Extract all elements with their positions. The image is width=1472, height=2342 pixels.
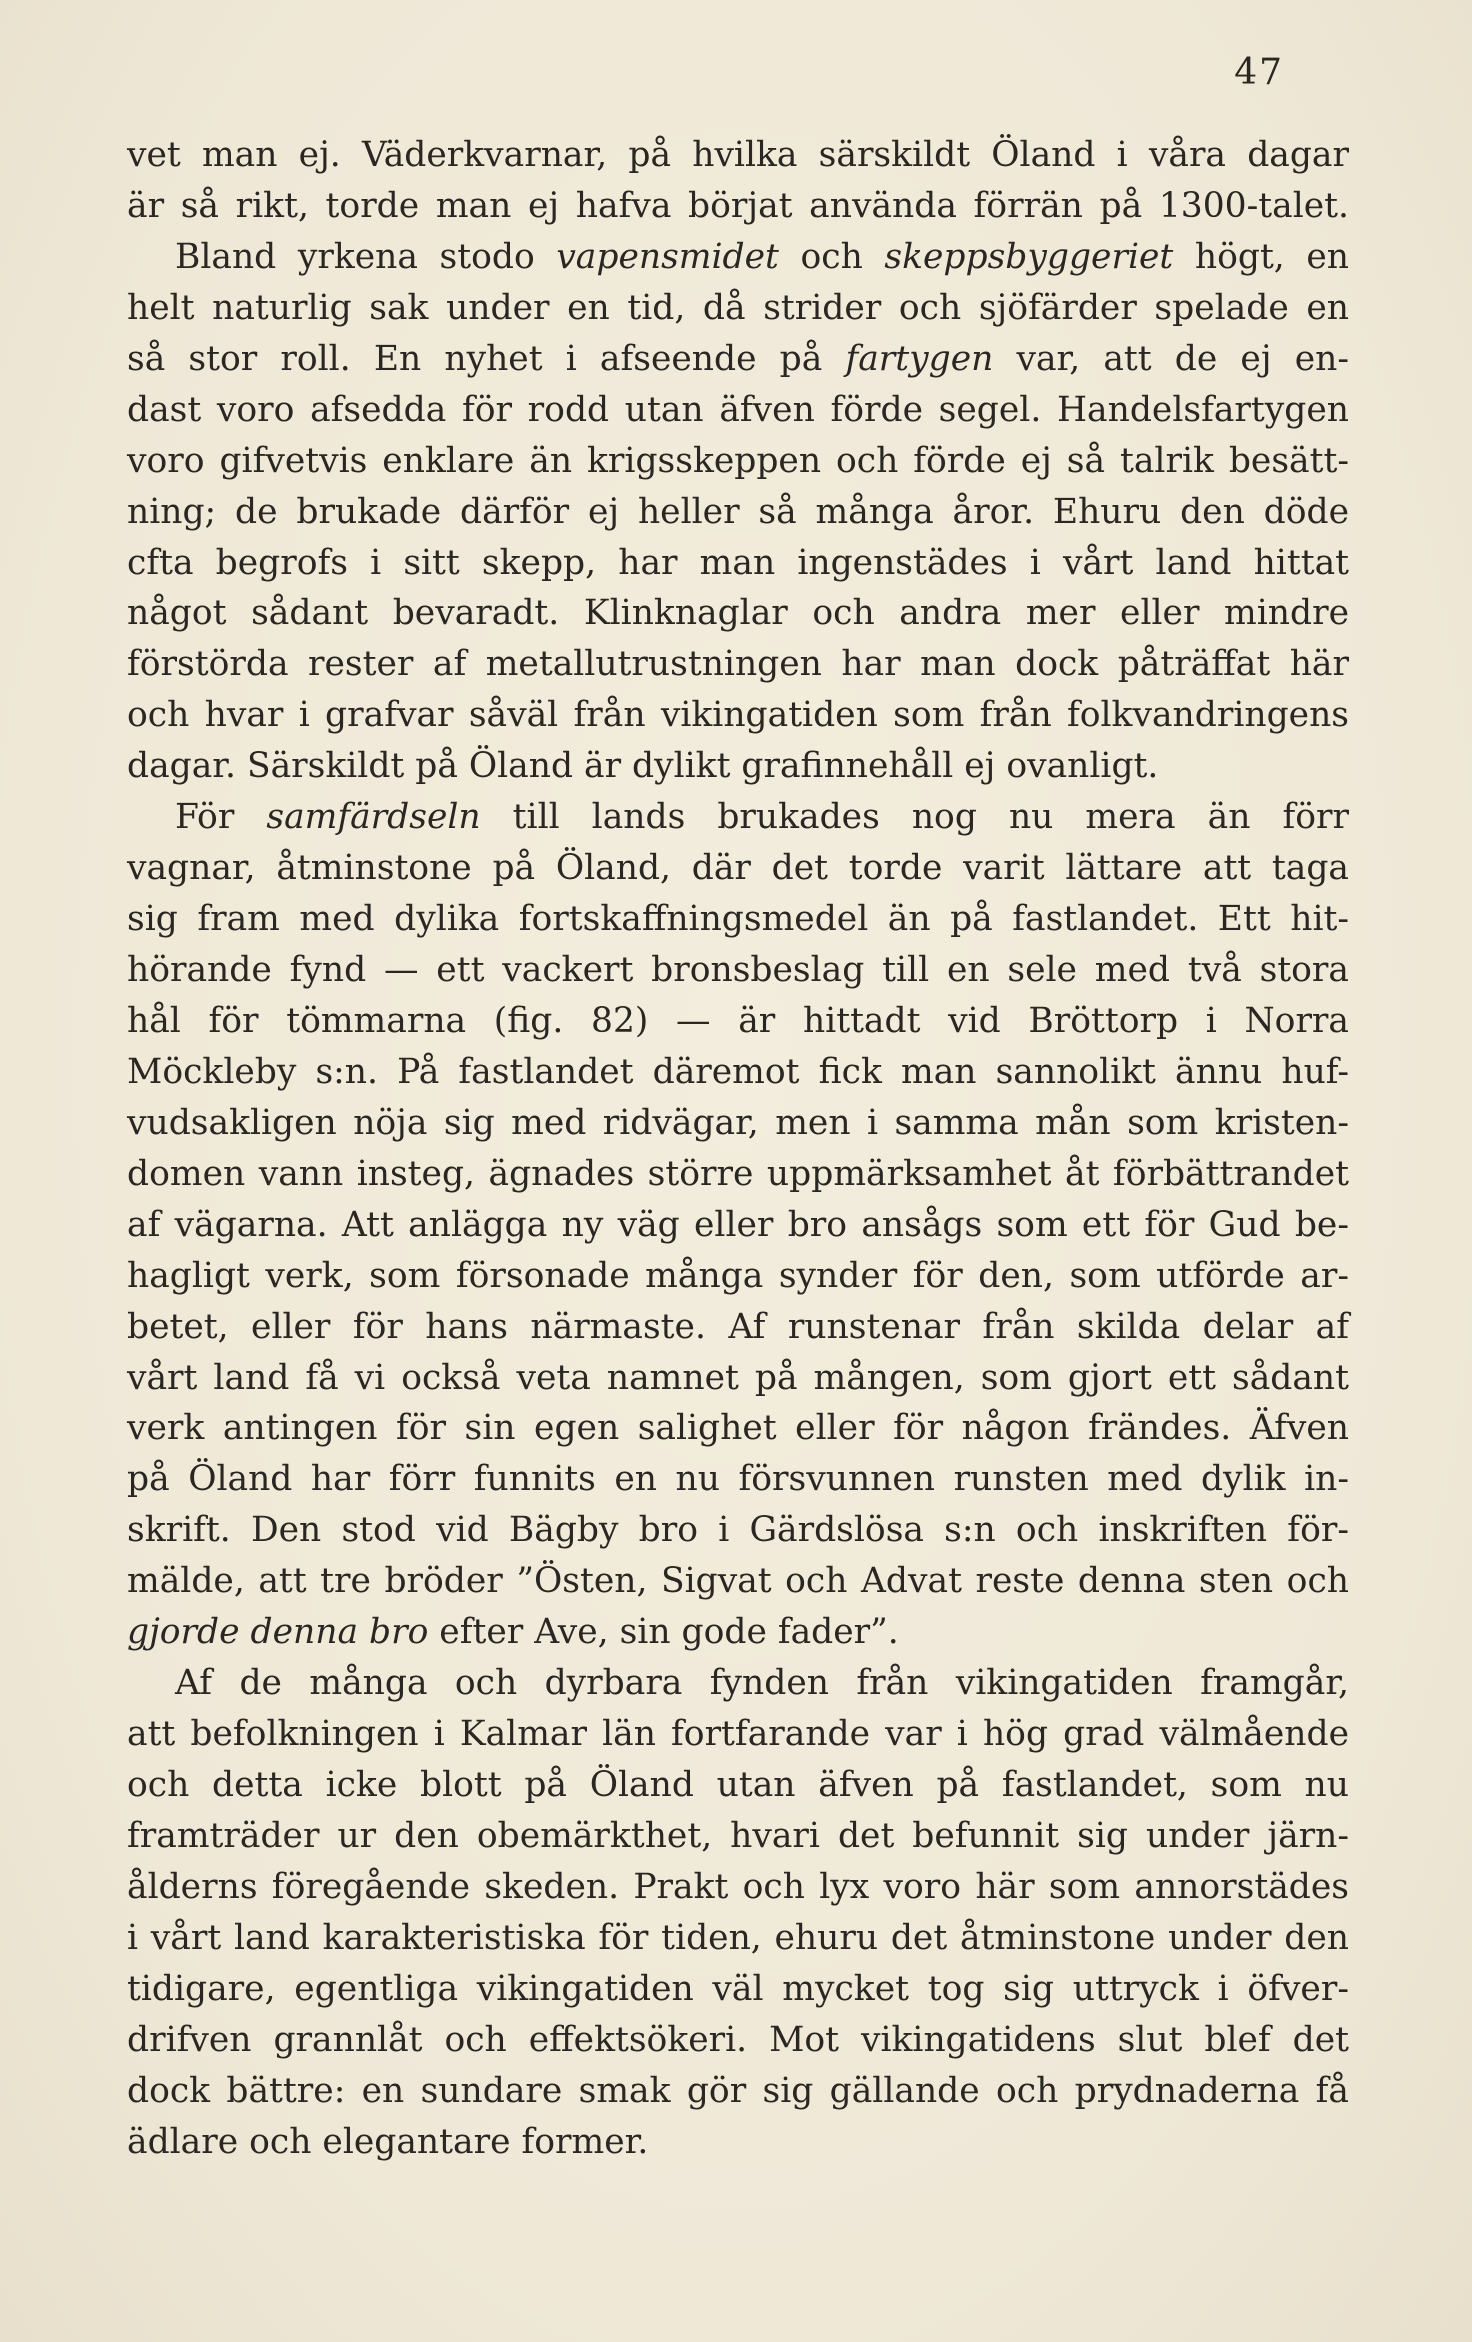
text-segment: betet, eller för hans närmaste. Af runstenar från skilda delar af: [127, 1306, 1349, 1347]
text-line: [127, 1047, 1349, 1098]
text-line: [127, 690, 1349, 741]
body-text: [127, 130, 1349, 2168]
text-line: [127, 1607, 1349, 1658]
text-line: [127, 1454, 1349, 1505]
text-line: [127, 487, 1349, 538]
text-line: [127, 181, 1349, 232]
text-segment: dock bättre: en sundare smak gör sig gällande och prydnaderna få: [127, 2070, 1349, 2111]
text-line: [127, 385, 1349, 436]
italic-text-segment: vapensmidet: [556, 236, 779, 277]
text-segment: och: [778, 236, 885, 277]
text-line: [127, 1862, 1349, 1913]
text-segment: drifven grannlåt och effektsökeri. Mot vikingatidens slut blef det: [127, 2019, 1349, 2060]
text-segment: vårt land få vi också veta namnet på mången, som gjort ett sådant: [127, 1357, 1349, 1398]
text-segment: på Öland har förr funnits en nu försvunnen runsten med dylik in-: [127, 1459, 1349, 1500]
text-line: [127, 894, 1349, 945]
text-line: [127, 436, 1349, 487]
text-line: [127, 2066, 1349, 2117]
text-line: [127, 232, 1349, 283]
text-segment: Bland yrkena stodo: [175, 236, 557, 277]
text-segment: att befolkningen i Kalmar län fortfarande var i hög grad välmående: [127, 1714, 1349, 1755]
text-segment: vudsakligen nöja sig med ridvägar, men i samma mån som kristen-: [127, 1102, 1349, 1143]
text-line: [127, 2117, 1349, 2168]
text-segment: Af de många och dyrbara fynden från vikingatiden framgår,: [175, 1663, 1349, 1704]
text-line: [127, 1251, 1349, 1302]
text-segment: helt naturlig sak under en tid, då strider och sjöfärder spelade en: [127, 287, 1349, 328]
text-segment: skrift. Den stod vid Bägby bro i Gärdslösa s:n och inskriften för-: [127, 1510, 1349, 1551]
text-segment: sig fram med dylika fortskaffningsmedel än på fastlandet. Ett hit-: [127, 899, 1349, 940]
text-line: [127, 1302, 1349, 1353]
text-line: [127, 639, 1349, 690]
text-line: [127, 1149, 1349, 1200]
text-segment: vagnar, åtminstone på Öland, där det torde varit lättare att taga: [127, 848, 1349, 889]
text-segment: var, att de ej en-: [993, 338, 1349, 379]
italic-text-segment: gjorde denna bro: [127, 1612, 429, 1653]
text-segment: tidigare, egentliga vikingatiden väl mycket tog sig uttryck i öfver-: [127, 1968, 1349, 2009]
text-segment: ädlare och elegantare former.: [127, 2121, 649, 2162]
text-segment: är så rikt, torde man ej hafva börjat använda förrän på 1300-talet.: [127, 185, 1349, 226]
text-line: [127, 1556, 1349, 1607]
text-line: [127, 1098, 1349, 1149]
text-line: [127, 1200, 1349, 1251]
italic-text-segment: samfärdseln: [266, 797, 481, 838]
text-line: [127, 1353, 1349, 1404]
text-segment: verk antingen för sin egen salighet eller för någon frändes. Äfven: [127, 1408, 1349, 1449]
italic-text-segment: fartygen: [845, 338, 994, 379]
text-line: [127, 538, 1349, 589]
text-line: [127, 1760, 1349, 1811]
text-segment: hörande fynd — ett vackert bronsbeslag till en sele med två stora: [127, 950, 1349, 990]
text-line: [127, 945, 1349, 996]
text-line: [127, 588, 1349, 639]
text-segment: ning; de brukade därför ej heller så många åror. Ehuru den döde: [127, 491, 1349, 532]
text-segment: För: [175, 797, 267, 838]
text-line: [127, 741, 1349, 792]
text-segment: cfta begrofs i sitt skepp, har man ingenstädes i vårt land hittat: [127, 542, 1349, 583]
text-segment: efter Ave, sin gode fader”.: [428, 1612, 899, 1653]
text-segment: dast voro afsedda för rodd utan äfven förde segel. Handelsfartygen: [127, 389, 1349, 430]
text-segment: ålderns föregående skeden. Prakt och lyx voro här som annorstädes: [127, 1866, 1349, 1907]
text-segment: till lands brukades nog nu mera än förr: [480, 797, 1350, 838]
text-line: [127, 843, 1349, 894]
page-number: 47: [1234, 52, 1284, 93]
text-segment: voro gifvetvis enklare än krigsskeppen och förde ej så talrik besätt-: [127, 440, 1349, 481]
text-segment: och detta icke blott på Öland utan äfven på fastlandet, som nu: [127, 1765, 1349, 1805]
text-segment: Möckleby s:n. På fastlandet däremot fick man sannolikt ännu huf-: [127, 1051, 1349, 1092]
text-segment: förstörda rester af metallutrustningen har man dock påträffat här: [127, 644, 1349, 685]
text-segment: af vägarna. Att anlägga ny väg eller bro ansågs som ett för Gud be-: [127, 1204, 1349, 1245]
text-line: [127, 1403, 1349, 1454]
text-segment: hål för tömmarna (fig. 82) — är hittadt vid Bröttorp i Norra: [127, 1000, 1349, 1041]
text-line: [127, 1709, 1349, 1760]
text-line: [127, 283, 1349, 334]
text-segment: högt, en: [1173, 236, 1349, 277]
text-line: [127, 792, 1349, 843]
text-segment: vet man ej. Väderkvarnar, på hvilka särskildt Öland i våra dagar: [127, 135, 1349, 175]
text-line: [127, 1913, 1349, 1964]
text-segment: framträder ur den obemärkthet, hvari det befunnit sig under järn-: [127, 1815, 1349, 1856]
text-line: [127, 996, 1349, 1047]
text-segment: så stor roll. En nyhet i afseende på: [127, 338, 846, 379]
italic-text-segment: skeppsbyggeriet: [884, 236, 1174, 277]
text-line: [127, 1964, 1349, 2015]
text-segment: i vårt land karakteristiska för tiden, ehuru det åtminstone under den: [127, 1917, 1349, 1958]
text-line: [127, 1658, 1349, 1709]
text-line: [127, 334, 1349, 385]
text-line: [127, 2015, 1349, 2066]
text-segment: dagar. Särskildt på Öland är dylikt grafinnehåll ej ovanligt.: [127, 746, 1159, 787]
text-line: [127, 1811, 1349, 1862]
text-segment: hagligt verk, som försonade många synder för den, som utförde ar-: [127, 1255, 1349, 1296]
text-line: [127, 1505, 1349, 1556]
text-segment: och hvar i grafvar såväl från vikingatiden som från folkvandringens: [127, 695, 1349, 736]
text-line: [127, 130, 1349, 181]
text-segment: domen vann insteg, ägnades större uppmärksamhet åt förbättrandet: [127, 1153, 1349, 1194]
text-segment: något sådant bevaradt. Klinknaglar och andra mer eller mindre: [127, 593, 1349, 634]
text-segment: mälde, att tre bröder ”Östen, Sigvat och Advat reste denna sten och: [127, 1561, 1349, 1602]
